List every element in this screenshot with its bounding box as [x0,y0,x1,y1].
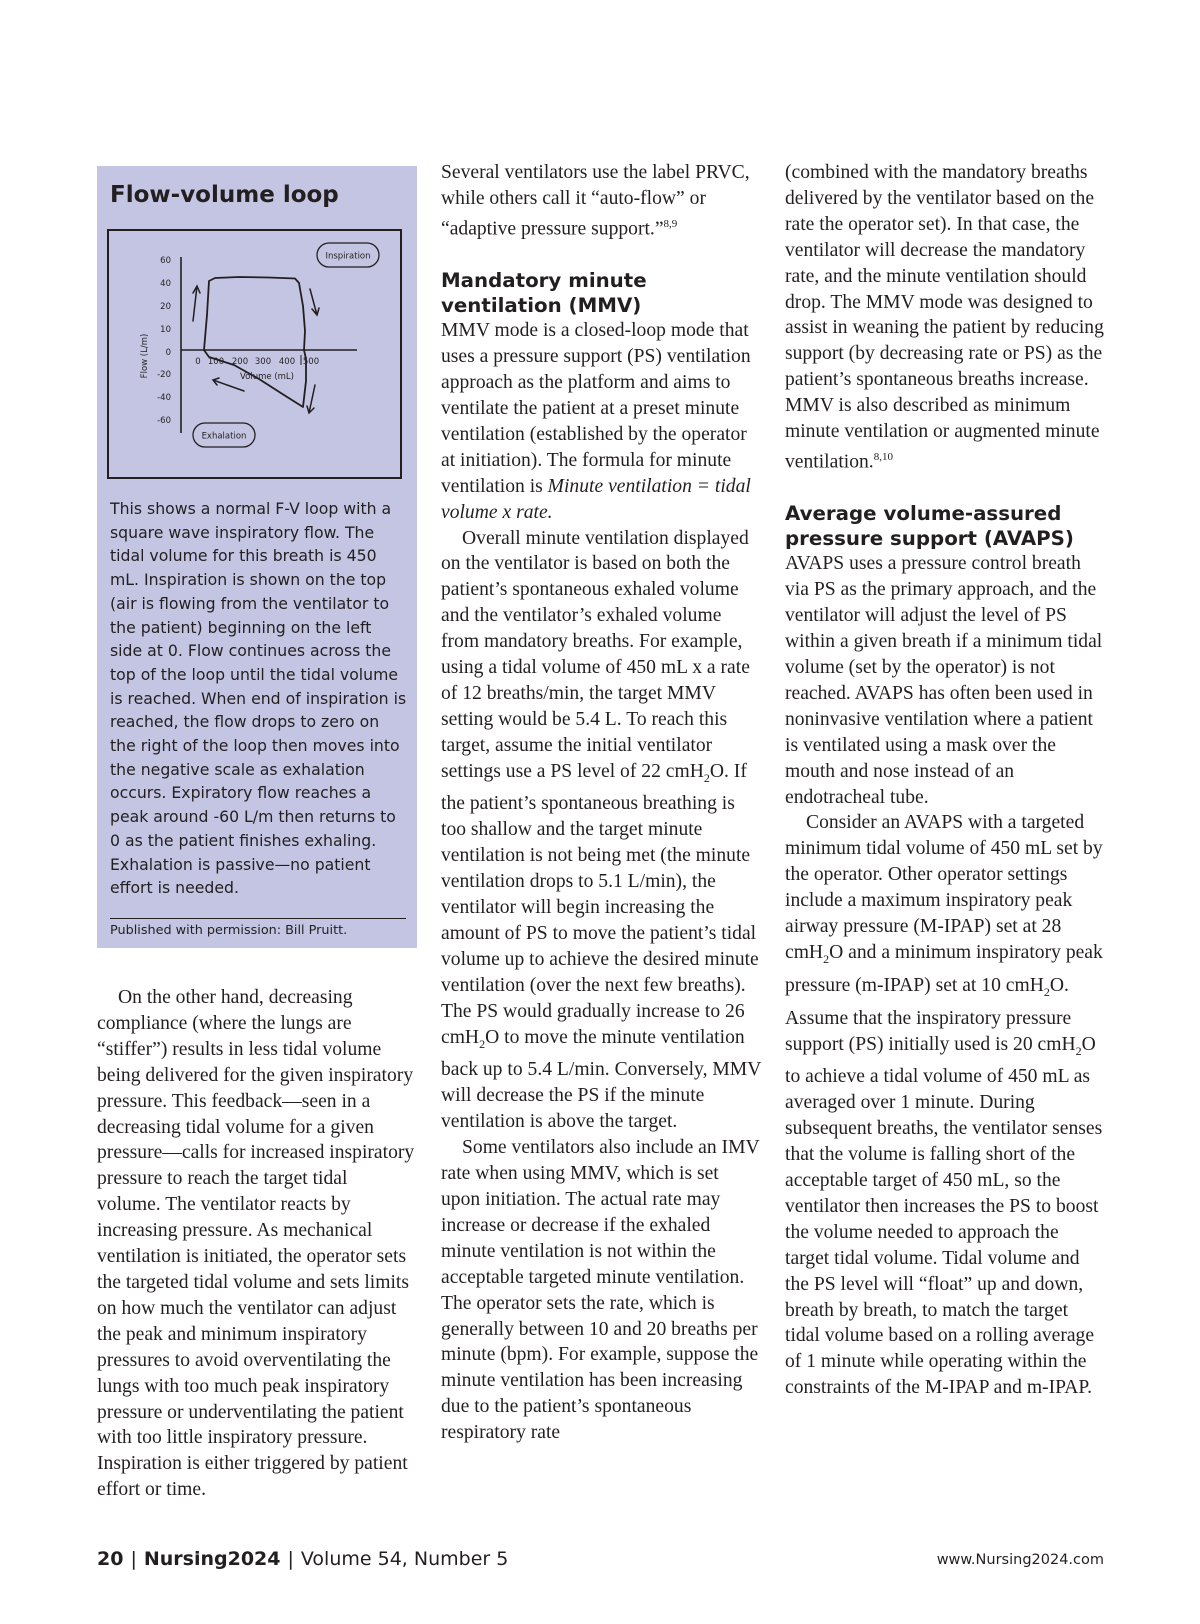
paragraph: On the other hand, decreasing compliance (where the lungs are “stiffer”) results in less tidal volume being delivered for the given inspiratory pressure. This feedback—seen in a decreasing tidal volume for a given pressure—calls for increased inspiratory pressure to reach the target tidal volume. The ventilator reacts by increasing pressure. As mechanical ventilation is initiated, the operator sets the targeted tidal volume and sets limits on how much the ventilator can adjust the peak and minimum inspiratory pressures to avoid overventilating the lungs with too much peak inspiratory pressure or underventilating the patient with too little inspiratory pressure. Inspiration is either triggered by patient effort or time. [97,987,415,1501]
reference-superscript: 8,10 [873,450,893,463]
paragraph-text: (combined with the mandatory breaths delivered by the ventilator based on the rate the operator set). In that case, the ventilator will decrease the mandatory rate, and the minute ventilation should drop. The MMV mode was designed to assist in weaning the patient by reducing support (by decreasing rate or PS) as the patient’s spontaneous breaths increase. MMV is also described as minimum minute ventilation or augmented minute ventilation. [785,162,1104,473]
paragraph [441,526,761,1136]
section-heading-mmv: Mandatory minute ventilation (MMV) [441,269,647,318]
page-footer [97,1548,508,1570]
x-tick: 200 [231,357,249,367]
magazine-name: Nursing2024 [143,1548,281,1570]
x-tick: 300 [254,357,272,367]
x-axis-label: Volume (mL) [240,372,294,382]
reference-superscript: 8,9 [663,217,678,230]
arrow-down-left-icon [307,385,315,413]
y-axis-label: Flow (L/m) [140,333,150,379]
y-tick: 40 [160,279,171,289]
subscript: 2 [823,951,830,966]
subscript: 2 [479,1036,486,1051]
figure-credit: Published with permission: Bill Pruitt. [110,923,348,938]
paragraph [441,160,761,242]
flow-volume-loop-figure [107,229,402,479]
flow-volume-loop-curve [204,277,306,407]
column-2 [441,160,761,1446]
page-number: 20 [97,1548,124,1570]
issue-info: Volume 54, Number 5 [300,1548,509,1570]
figure-caption: This shows a normal F-V loop with a square wave inspiratory flow. The tidal volume for this breath is 450 mL. Inspiration is shown on the top (air is flowing from the ventilator to the patient) beginning on the left side at 0. Flow continues across the top of the loop until the tidal volume is reached. When end of inspiration is reached, the flow drops to zero on the right of the loop then moves into the negative scale as exhalation occurs. Expiratory flow reaches a peak around -60 L/m then returns to 0 as the patient finishes exhaling. Exhalation is passive—no patient effort is needed. [110,499,407,898]
paragraph-text: Consider an AVAPS with a targeted minimum tidal volume of 450 mL set by the operator. Other operator settings include a maximum inspiratory peak airway pressure (M-IPAP) set at 28 cmH [785,812,1103,963]
paragraph-text: O and a minimum inspiratory peak pressure (m-IPAP) set at 10 cmH [785,942,1103,996]
footer-separator: | [287,1548,294,1570]
paragraph-text: MMV mode is a closed-loop mode that uses a pressure support (PS) ventilation approach as the platform and aims to ventilate the patient at a preset minute ventilation (established by the operator at initiation). The formula for minute ventilation is [441,320,751,497]
column-1 [97,985,415,1503]
footer-separator: | [130,1548,137,1570]
paragraph [441,318,761,525]
y-tick: 0 [165,348,171,358]
flow-volume-loop-sidebar [97,166,417,948]
paragraph [785,810,1105,1401]
exhalation-label: Exhalation [201,431,247,442]
x-tick: 500 [302,357,320,367]
section-heading-avaps: Average volume-assured pressure support (AVAPS) [785,502,1074,551]
y-tick: 20 [160,302,171,312]
subscript: 2 [703,770,710,785]
spacer [785,475,1105,501]
y-tick: -40 [157,393,171,403]
paragraph-text: O. Assume that the inspiratory pressure support (PS) initially used is 20 cmH [785,974,1076,1055]
paragraph-text: Several ventilators use the label PRVC, while others call it “auto-flow” or “adaptive pressure support.” [441,162,750,240]
paragraph-text: O to move the minute ventilation back up to 5.4 L/min. Conversely, MMV will decrease the PS if the minute ventilation is above the target. [441,1026,762,1133]
y-tick: -60 [157,416,171,426]
subscript: 2 [1043,984,1050,999]
arrow-up-icon [193,286,200,321]
column-3 [785,160,1105,1401]
y-tick: 60 [160,256,171,266]
paragraph-text: O to achieve a tidal volume of 450 mL as averaged over 1 minute. During subsequent breaths, the ventilator senses that the volume is falling short of the acceptable target of 450 mL, so the ventilator then increases the PS to boost the volume needed to approach the target tidal volume. Tidal volume and the PS level will “float” up and down, breath by breath, to match the target tidal volume based on a rolling average of 1 minute while operating within the constraints of the M-IPAP and m-IPAP. [785,1033,1103,1399]
paragraph-text: O. If the patient’s spontaneous breathing is too shallow and the target minute ventilation is not being met (the minute ventilation drops to 5.1 L/min), the ventilator will begin increasing the amount of PS to move the patient’s tidal volume up to achieve the desired minute ventilation (over the next few breaths). The PS would gradually increase to 26 cmH [441,760,759,1048]
subscript: 2 [1075,1043,1082,1058]
x-tick: 100 [207,357,225,367]
paragraph: AVAPS uses a pressure control breath via PS as the primary approach, and the ventilator will adjust the level of PS within a given breath if a minimum tidal volume (set by the operator) is not reached. AVAPS has often been used in noninvasive ventilation where a patient is ventilated using a mask over the mouth and nose instead of an endotracheal tube. [785,553,1103,808]
inspiration-label: Inspiration [325,251,371,262]
sidebar-title: Flow-volume loop [110,182,339,208]
paragraph [785,160,1105,475]
paragraph-text: Overall minute ventilation displayed on the ventilator is based on both the patient’s spontaneous exhaled volume and the ventilator’s exhaled volume from mandatory breaths. For example, using a tidal volume of 450 mL x a rate of 12 breaths/min, the target MMV setting would be 5.4 L. To reach this target, assume the initial ventilator settings use a PS level of 22 cmH [441,527,750,782]
y-tick: -20 [157,370,171,380]
spacer [441,242,761,268]
paragraph: Some ventilators also include an IMV rate when using MMV, which is set upon initiation. The actual rate may increase or decrease if the exhaled minute ventilation is not within the acceptable targeted minute ventilation. The operator sets the rate, which is generally between 10 and 20 breaths per minute (bpm). For example, suppose the minute ventilation has been increasing due to the patient’s spontaneous respiratory rate [441,1137,760,1444]
website-url: www.Nursing2024.com [936,1552,1104,1568]
y-tick: 10 [160,325,171,335]
arrow-down-icon [310,289,319,315]
x-tick: 400 [278,357,296,367]
caption-divider [110,918,406,919]
x-tick: 0 [195,357,201,367]
flow-volume-loop-graph [109,231,400,477]
formula: Minute ventilation = tidal volume x rate. [441,475,751,523]
